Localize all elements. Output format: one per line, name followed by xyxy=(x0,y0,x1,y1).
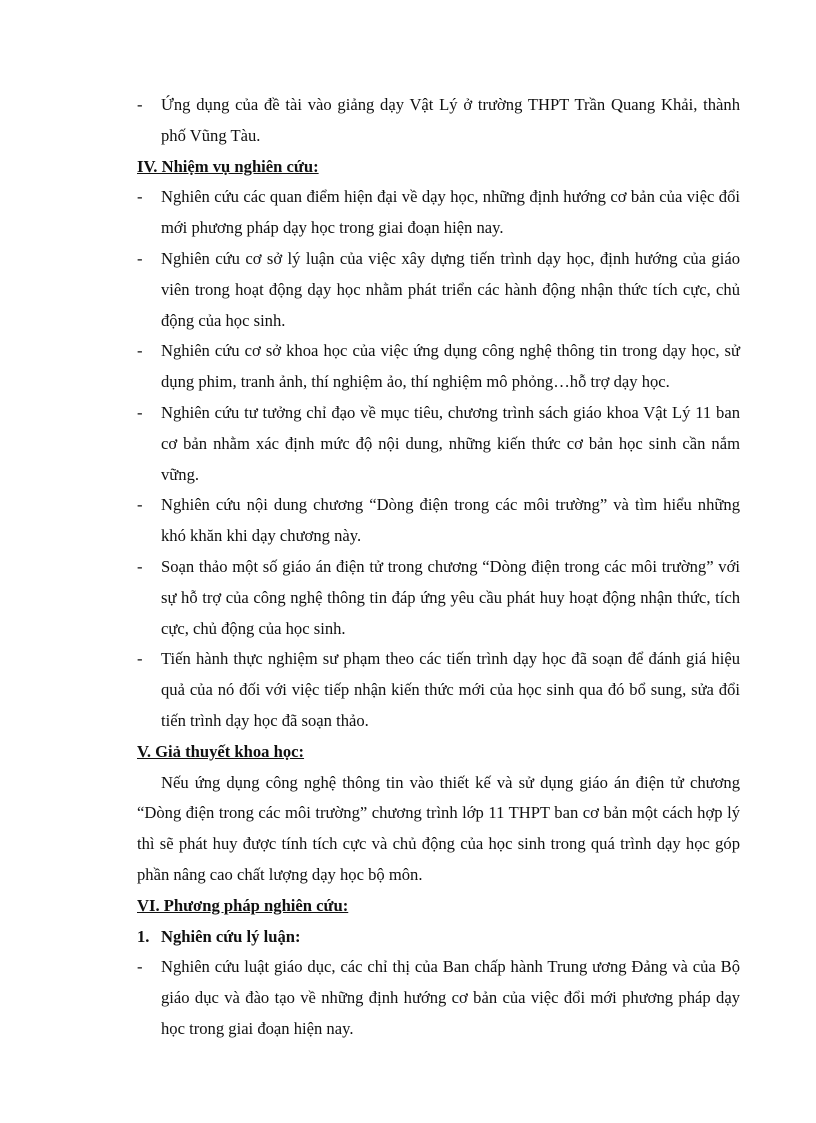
subsection-heading xyxy=(137,922,740,953)
bullet-dash: - xyxy=(137,248,143,268)
bullet-dash: - xyxy=(137,495,143,515)
bullet-dash: - xyxy=(137,402,143,422)
bullet-dash: - xyxy=(137,187,143,207)
list-item xyxy=(137,336,740,398)
list-item-text: Ứng dụng của đề tài vào giảng dạy Vật Lý ở trường THPT Trần Quang Khải, thành phố Vũng Tàu. xyxy=(161,95,740,145)
list-item xyxy=(137,952,740,1044)
list-item-text: Tiến hành thực nghiệm sư phạm theo các tiến trình dạy học đã soạn để đánh giá hiệu quả của nó đối với việc tiếp nhận kiến thức mới của học sinh qua đó bổ sung, sửa đổi tiến trình dạy học đã soạn thảo. xyxy=(161,649,740,730)
list-item xyxy=(137,90,740,152)
list-item-text: Soạn thảo một số giáo án điện tử trong chương “Dòng điện trong các môi trường” với sự hỗ trợ của công nghệ thông tin đáp ứng yêu cầu phát huy hoạt động nhận thức, tích cực, chủ động của học sinh. xyxy=(161,556,740,638)
list-item xyxy=(137,398,740,490)
list-item-text: Nghiên cứu luật giáo dục, các chỉ thị của Ban chấp hành Trung ương Đảng và của Bộ giáo dục và đào tạo về những định hướng cơ bản của việc đổi mới phương pháp dạy học trong giai đoạn hiện nay. xyxy=(161,957,740,1038)
section-heading-iv: IV. Nhiệm vụ nghiên cứu: xyxy=(137,156,319,176)
list-item-text: Nghiên cứu các quan điểm hiện đại về dạy học, những định hướng cơ bản của việc đổi mới phương pháp dạy học trong giai đoạn hiện nay. xyxy=(161,187,740,238)
list-item-text: Nghiên cứu nội dung chương “Dòng điện trong các môi trường” và tìm hiểu những khó khăn khi dạy chương này. xyxy=(161,495,740,546)
list-item xyxy=(137,244,740,336)
hypothesis-paragraph: Nếu ứng dụng công nghệ thông tin vào thiết kế và sử dụng giáo án điện tử chương “Dòng điện trong các môi trường” chương trình lớp 11 THPT ban cơ bản một cách hợp lý thì sẽ phát huy được tính tích cực và chủ động của học sinh trong quá trình dạy học góp phần nâng cao chất lượng dạy học bộ môn. xyxy=(137,772,740,884)
section-heading-vi: VI. Phương pháp nghiên cứu: xyxy=(137,895,349,915)
bullet-dash: - xyxy=(137,341,143,361)
bullet-dash: - xyxy=(137,556,143,576)
list-item xyxy=(137,552,740,644)
bullet-dash: - xyxy=(137,649,143,669)
section-heading-v: V. Giả thuyết khoa học: xyxy=(137,741,305,761)
list-item-text: Nghiên cứu cơ sở lý luận của việc xây dựng tiến trình dạy học, định hướng của giáo viên trong hoạt động dạy học nhằm phát triển các hành động nhận thức tích cực, chủ động của học sinh. xyxy=(161,248,740,330)
bullet-dash: - xyxy=(137,95,143,114)
list-item-text: Nghiên cứu tư tưởng chỉ đạo về mục tiêu, chương trình sách giáo khoa Vật Lý 11 ban cơ bản nhằm xác định mức độ nội dung, những kiến thức cơ bản học sinh cần nắm vững. xyxy=(161,402,740,484)
list-item xyxy=(137,644,740,736)
list-item xyxy=(137,182,740,244)
document-page xyxy=(137,90,740,1045)
list-item xyxy=(137,490,740,552)
bullet-dash: - xyxy=(137,957,143,977)
list-item-text: Nghiên cứu cơ sở khoa học của việc ứng dụng công nghệ thông tin trong dạy học, sử dụng phim, tranh ảnh, thí nghiệm ảo, thí nghiệm mô phỏng…hỗ trợ dạy học. xyxy=(161,341,740,392)
subsection-title: Nghiên cứu lý luận: xyxy=(161,926,301,946)
subsection-number: 1. xyxy=(137,926,150,946)
